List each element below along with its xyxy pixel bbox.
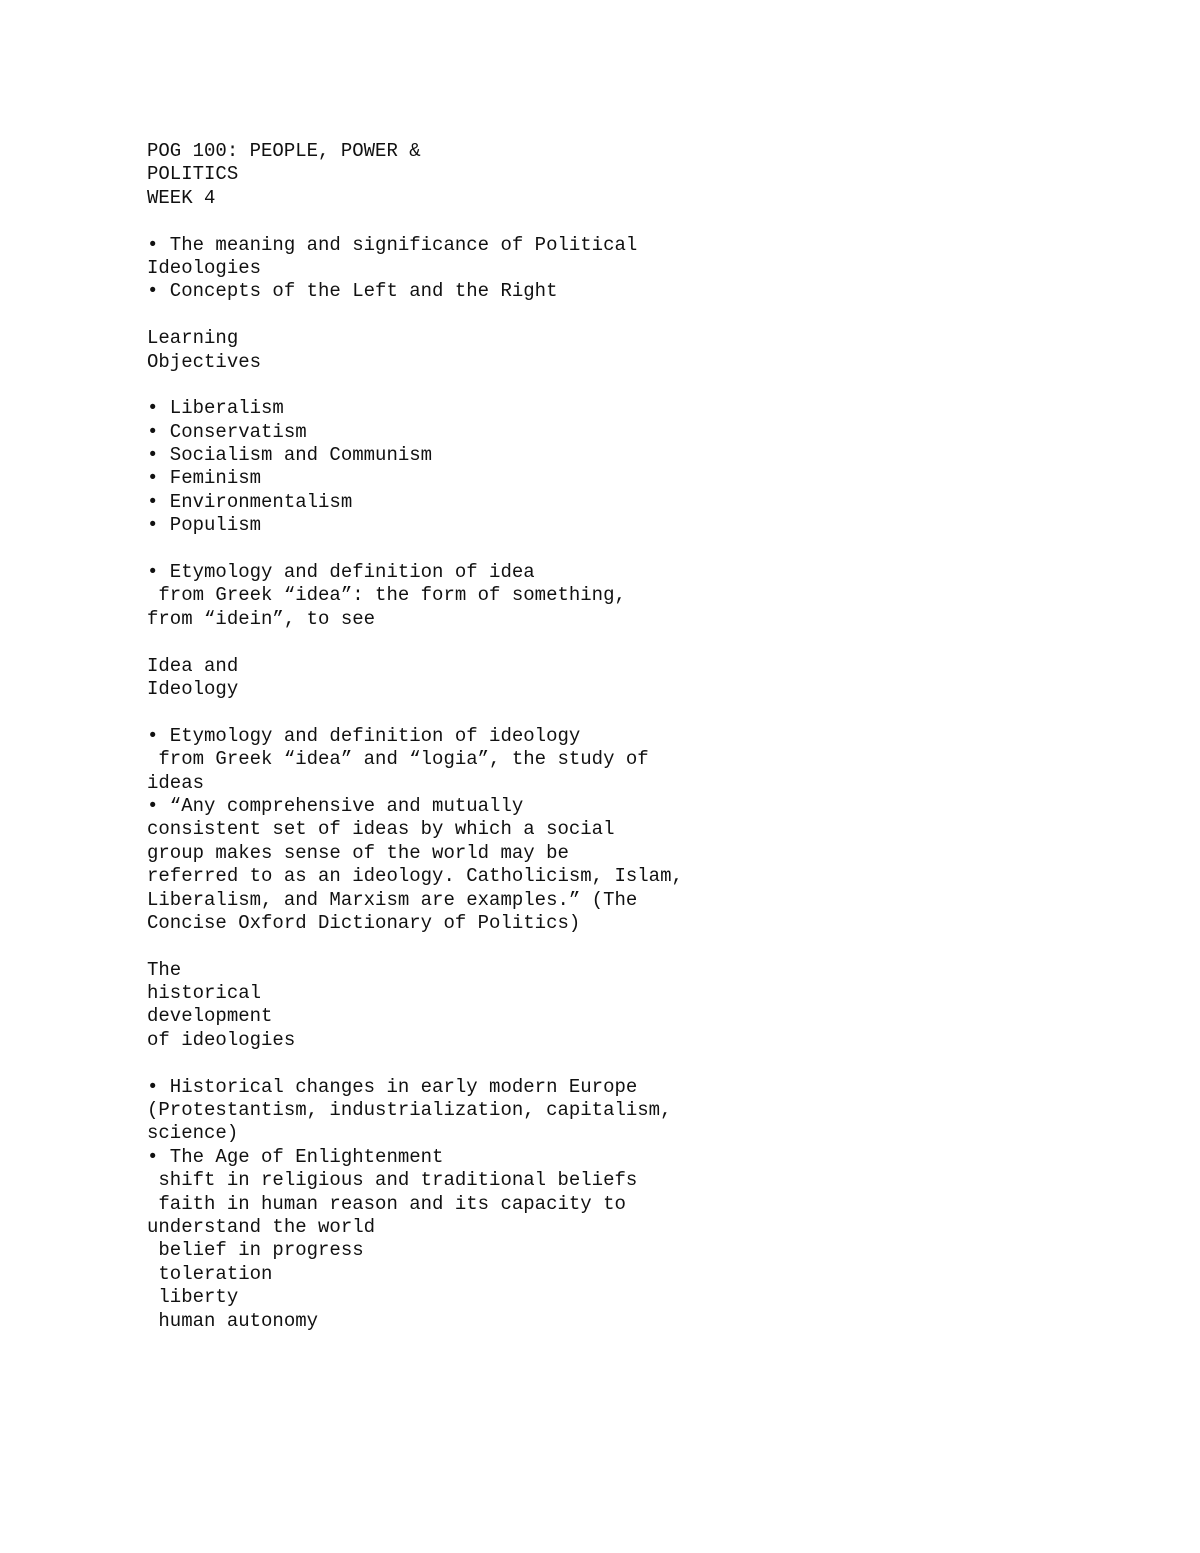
text-line: • Etymology and definition of idea [147,561,535,584]
text-line: consistent set of ideas by which a social [147,818,615,841]
text-line: science) [147,1122,239,1145]
text-line: liberty [147,1286,239,1309]
text-line: • Feminism [147,467,262,490]
text-line: from Greek “idea”: the form of something, [147,584,626,607]
text-line: of ideologies [147,1028,296,1051]
text-line: historical [147,982,262,1005]
text-line: referred to as an ideology. Catholicism, Islam, [147,865,683,888]
document-page [147,140,1147,1333]
text-line: shift in religious and traditional beliefs [147,1169,638,1192]
text-line: from “idein”, to see [147,607,376,630]
text-line: ideas [147,771,205,794]
text-line: The [147,958,182,981]
text-line: Ideologies [147,256,262,279]
text-line: • The meaning and significance of Political [147,233,638,256]
blank-line [147,631,1147,654]
text-line: from Greek “idea” and “logia”, the study of [147,748,649,771]
text-line: Ideology [147,677,239,700]
text-line: Concise Oxford Dictionary of Politics) [147,911,581,934]
text-line: faith in human reason and its capacity to [147,1192,626,1215]
text-line: development [147,1005,273,1028]
text-line: • Concepts of the Left and the Right [147,280,558,303]
text-line: • The Age of Enlightenment [147,1145,444,1168]
blank-line [147,210,1147,233]
text-line: POLITICS [147,163,239,186]
text-line: Liberalism, and Marxism are examples.” (The [147,888,638,911]
text-line: Idea and [147,654,239,677]
text-line: group makes sense of the world may be [147,841,569,864]
text-line: POG 100: PEOPLE, POWER & [147,140,421,162]
text-line: • Environmentalism [147,490,353,513]
blank-line [147,538,1147,561]
blank-line [147,701,1147,724]
text-line: • Populism [147,514,262,537]
text-line: Objectives [147,350,262,373]
text-line: understand the world [147,1215,376,1238]
blank-line [147,304,1147,327]
blank-line [147,1052,1147,1075]
text-line: • “Any comprehensive and mutually [147,794,524,817]
text-line: • Liberalism [147,397,284,420]
blank-line [147,374,1147,397]
text-line: Learning [147,327,239,350]
text-line: • Conservatism [147,420,307,443]
text-line: • Historical changes in early modern Europe [147,1075,638,1098]
text-line: (Protestantism, industrialization, capitalism, [147,1099,672,1122]
text-line: belief in progress [147,1239,364,1262]
text-line: • Etymology and definition of ideology [147,724,581,747]
text-line: • Socialism and Communism [147,444,433,467]
blank-line [147,935,1147,958]
text-line: human autonomy [147,1309,319,1332]
text-line: toleration [147,1262,273,1285]
text-line: WEEK 4 [147,186,216,209]
